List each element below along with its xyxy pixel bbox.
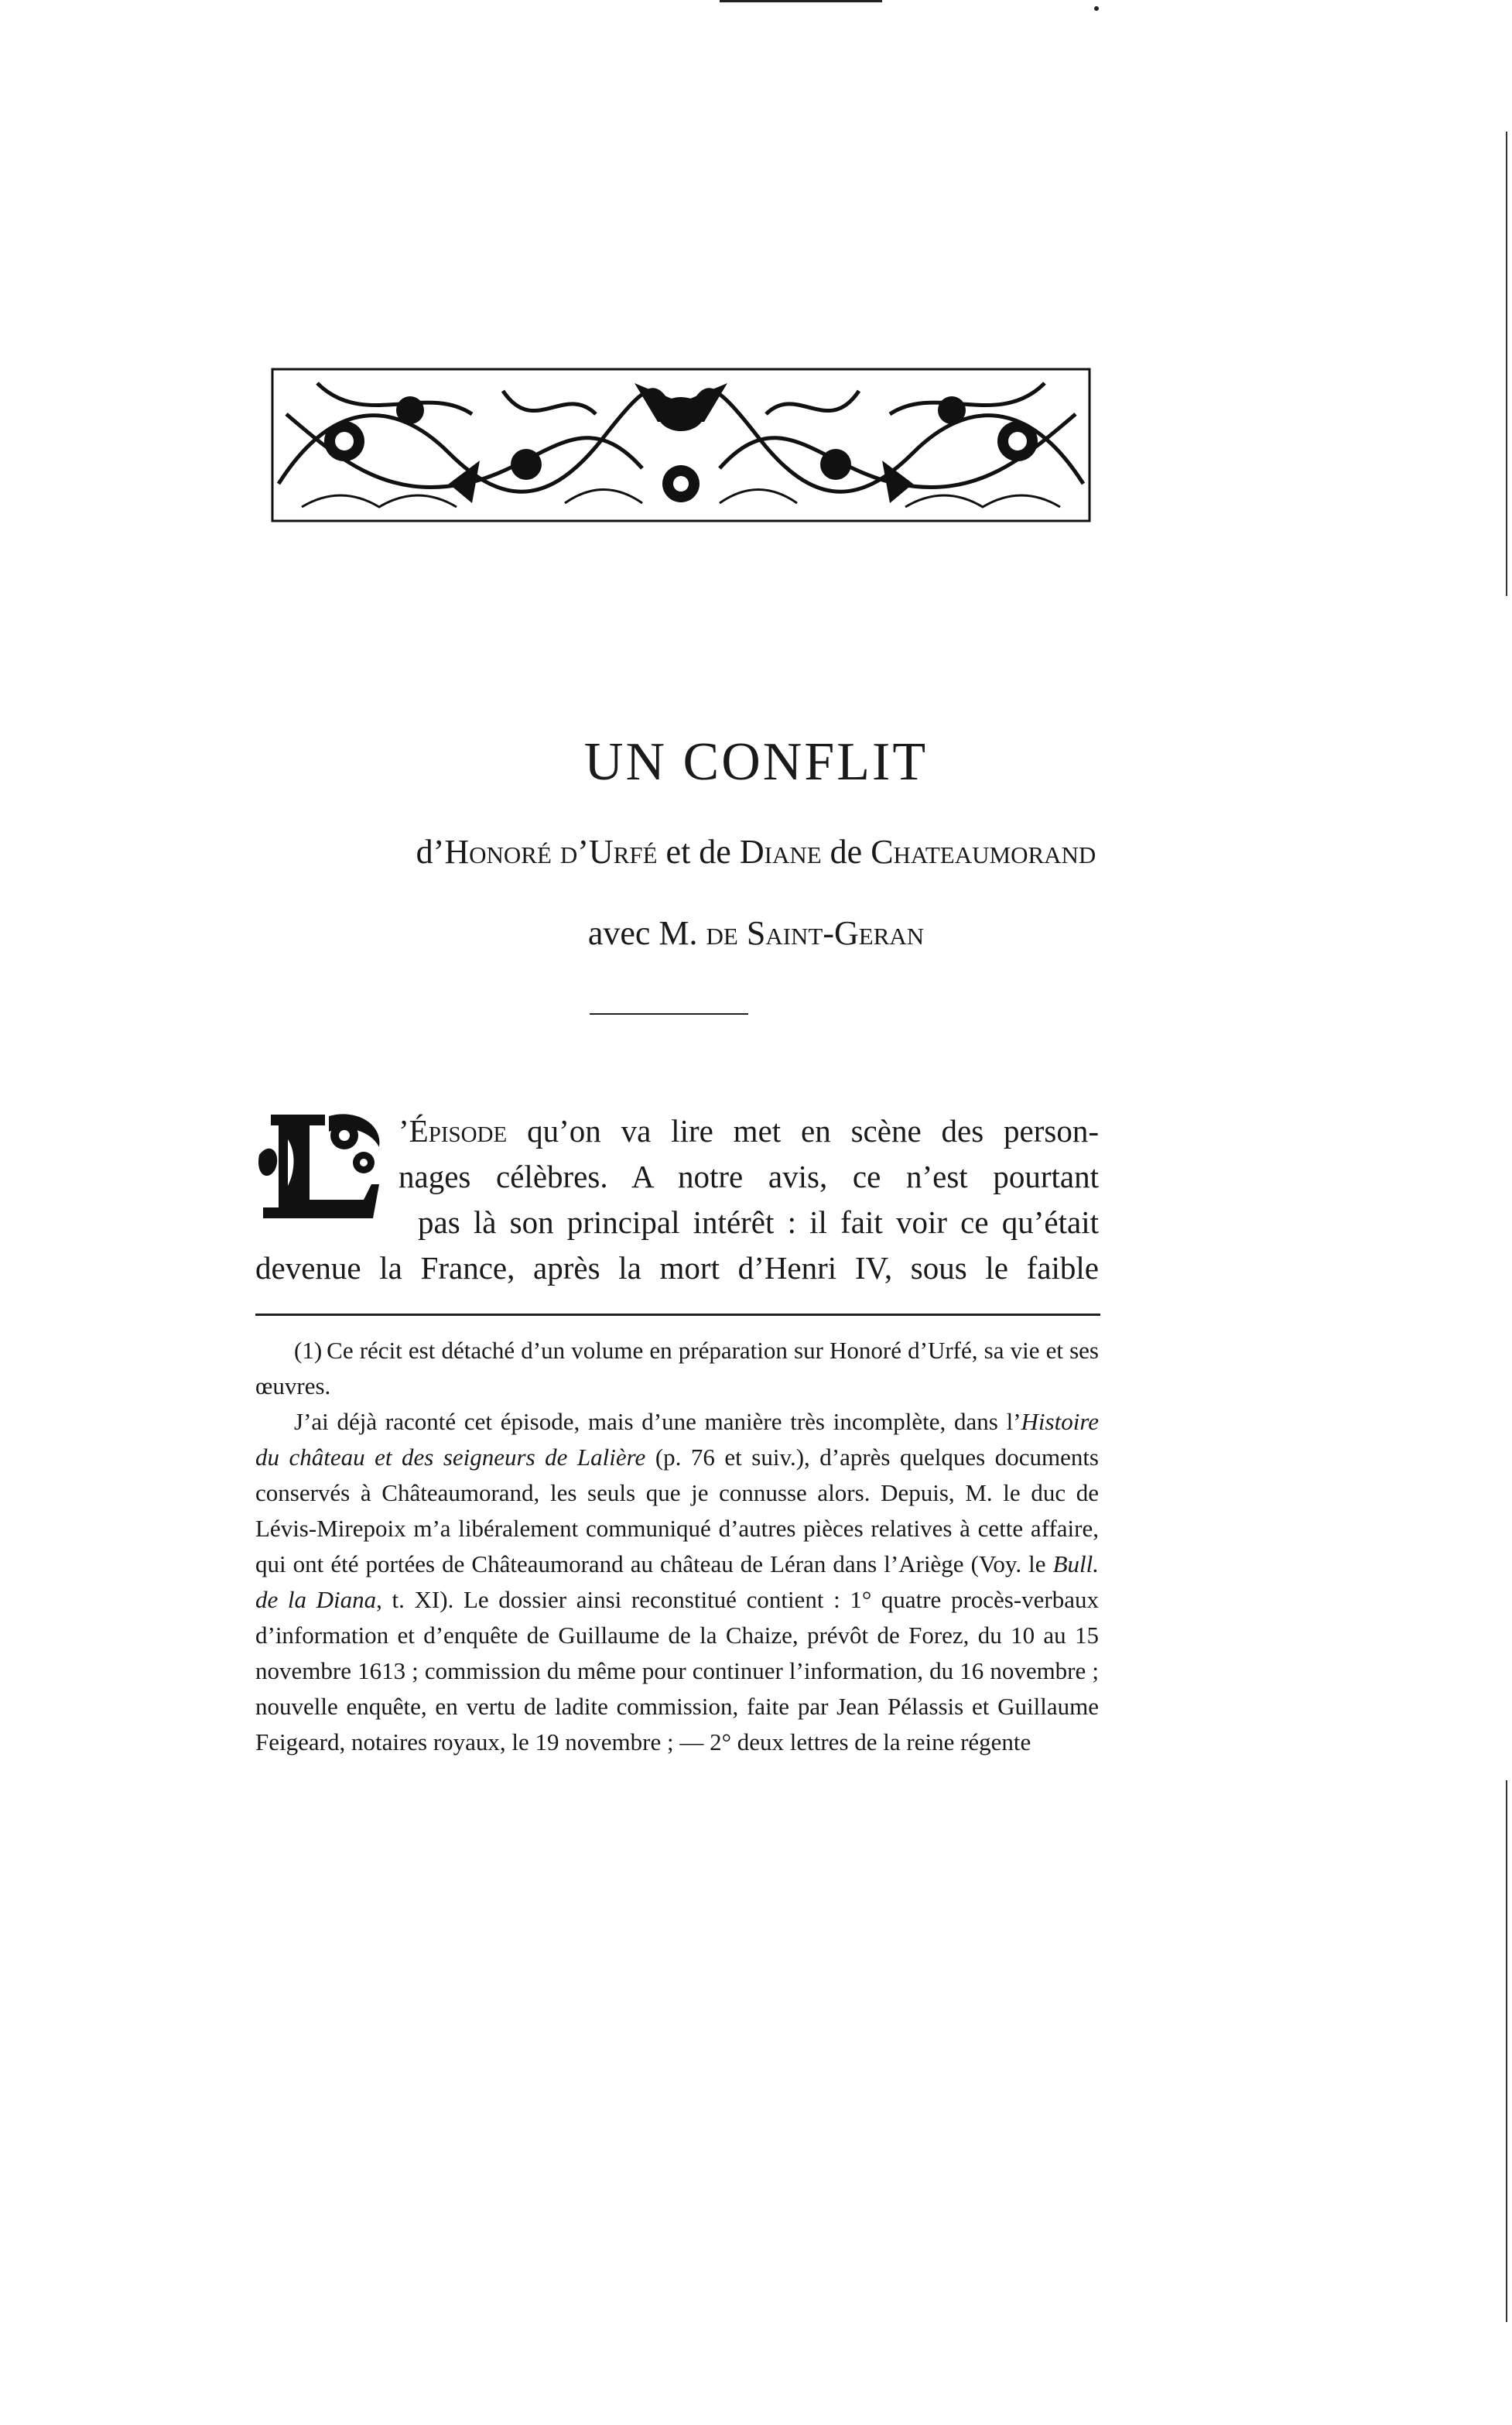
body-line-4: devenue la France, après la mort d’Henri IV, sous le faible (255, 1250, 1099, 1286)
subtitle-prefix: d’ (416, 833, 445, 871)
footnote-text-2c: , t. XI). Le dossier ainsi reconstitué contient : 1° quatre procès-verbaux d’information et d’enquête de Guillaume de la Chaize, prévôt de Forez, du 10 au 15 novembre 1613 ; commission du même pour continuer l’information, du 16 novembre ; nouvelle enquête, en vertu de ladite commission, faite par Jean Pélassis et Guillaume Feigeard, notaires royaux, le 19 novembre ; — 2° deux lettres de la reine régente (255, 1586, 1100, 1755)
scan-edge-line (720, 0, 882, 2)
subtitle-connector: et de (657, 833, 740, 871)
scan-margin-line (1506, 1780, 1507, 2322)
body-line-1 (399, 1108, 1099, 1153)
subtitle-connector-2: de (821, 833, 871, 871)
title-divider (590, 1013, 748, 1015)
dropcap-letter-l (255, 1108, 387, 1226)
footnote-separator (255, 1314, 1100, 1316)
subtitle2-name: de Saint-Geran (706, 914, 925, 952)
footnote-paragraph-1 (255, 1333, 1099, 1404)
footnote-paragraph-2 (255, 1404, 1099, 1760)
footnote-marker: (1) (294, 1337, 323, 1364)
article-subtitle (0, 832, 1512, 872)
body-incipit: ’Épisode (399, 1113, 508, 1149)
subtitle-name-diane: Diane (739, 833, 822, 871)
subtitle-name-chateaumorand: Chateaumorand (871, 833, 1096, 871)
footnote-citation-bulletin: Bull. de la Diana (255, 1550, 1099, 1613)
footnote (255, 1333, 1099, 1760)
body-line-3: pas là son principal intérêt : il fait voir ce qu’était (418, 1204, 1099, 1240)
scan-speck (1094, 6, 1099, 11)
scan-margin-line (1506, 132, 1507, 596)
article-title: UN CONFLIT (583, 732, 929, 792)
footnote-text-2b: (p. 76 et suiv.), d’après quelques documents conservés à Châteaumorand, les seuls que je connusse alors. Depuis, M. le duc de Lévis-Mirepoix m’a libéralement communiqué d’autres pièces relatives à cette affaire, qui ont été portées de Châteaumorand au château de Léran dans l’Ariège (Voy. le (255, 1444, 1100, 1577)
article-subtitle-line2 (0, 913, 1512, 953)
subtitle-name-urfe: Honoré d’Urfé (444, 833, 658, 871)
subtitle2-prefix: avec M. (587, 914, 706, 952)
body-line-1-text: qu’on va lire met en scène des person- (507, 1113, 1099, 1149)
ornamental-headpiece (271, 368, 1091, 522)
footnote-text-1: Ce récit est détaché d’un volume en préparation sur Honoré d’Urfé, sa vie et ses œuvres. (255, 1337, 1099, 1399)
footnote-text-2a: J’ai déjà raconté cet épisode, mais d’une manière très incomplète, dans l’ (294, 1408, 1021, 1435)
footnote-citation-title: Histoire du château et des seigneurs de Lalière (255, 1408, 1099, 1471)
body-line-2: nages célèbres. A notre avis, ce n’est pourtant (399, 1159, 1099, 1194)
